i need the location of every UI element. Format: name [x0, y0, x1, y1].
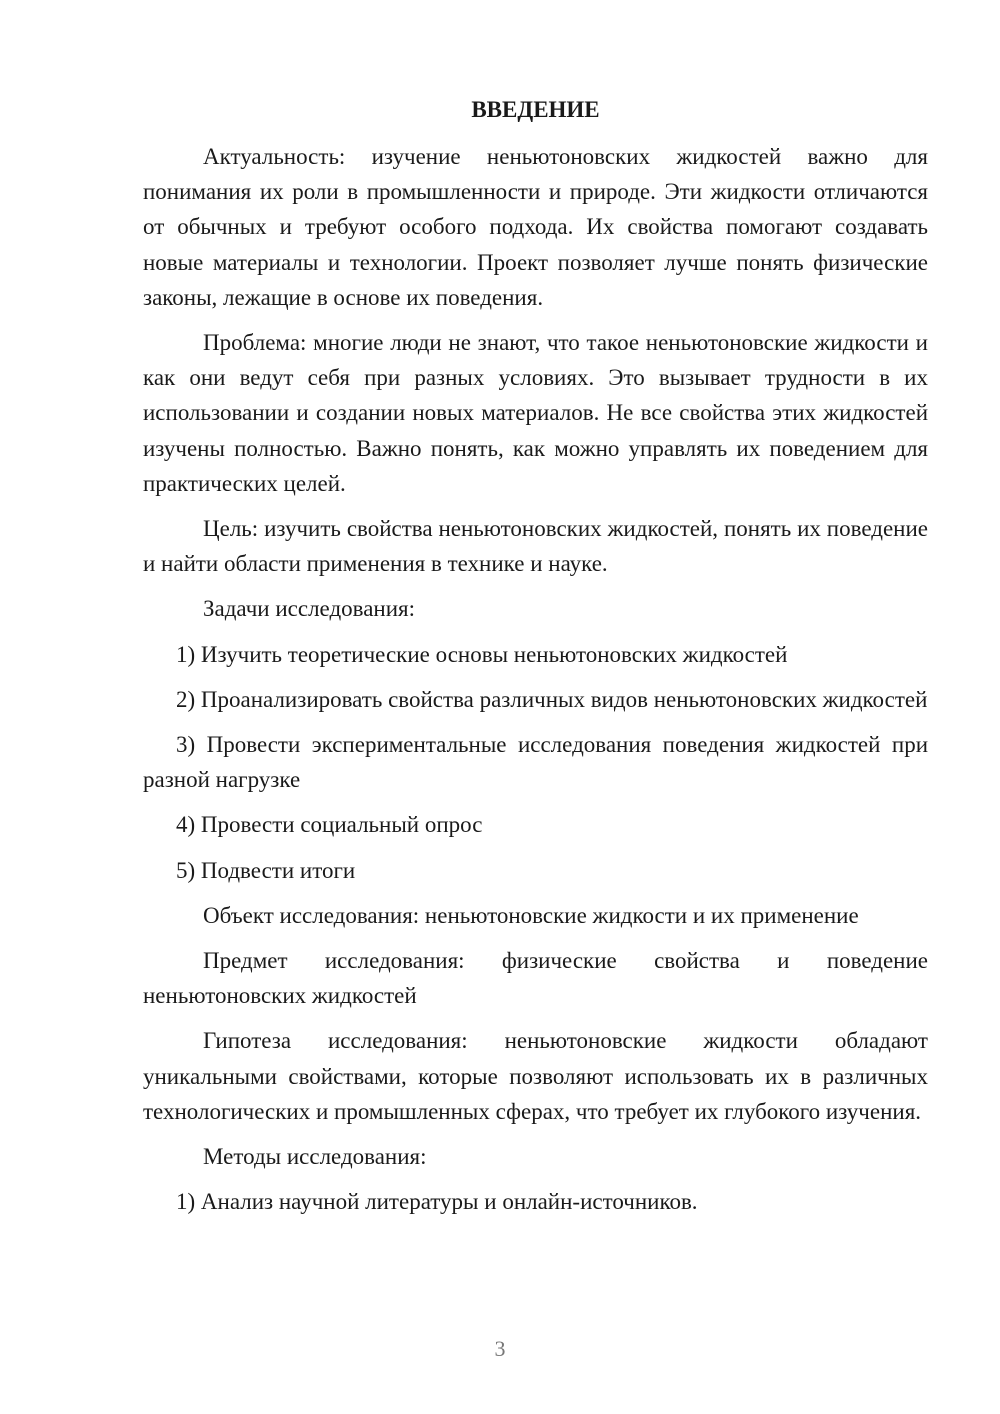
- paragraph-problem: Проблема: многие люди не знают, что такое неньютоновские жидкости и как они ведут себя при разных условиях. Это вызывает трудности в их использовании и создании новых материалов. Не все свойства этих жидкостей изучены полностью. Важно понять, как можно управлять их поведением для практических целей.: [143, 330, 928, 496]
- paragraph-relevance: Актуальность: изучение неньютоновских жидкостей важно для понимания их роли в промышленности и природе. Эти жидкости отличаются от обычных и требуют особого подхода. Их свойства помогают создавать новые материалы и технологии. Проект позволяет лучше понять физические законы, лежащие в основе их поведения.: [143, 144, 928, 310]
- task-item-5: 5) Подвести итоги: [176, 857, 356, 883]
- paragraph-hypothesis: Гипотеза исследования: неньютоновские жидкости обладают уникальными свойствами, которые позволяют использовать их в различных технологических и промышленных сферах, что требует их глубокого изучения.: [143, 1028, 928, 1124]
- task-item-4: 4) Провести социальный опрос: [176, 812, 483, 838]
- paragraph-subject: Предмет исследования: физические свойства и поведение неньютоновских жидкостей: [143, 948, 928, 1009]
- page-content: [143, 94, 928, 1219]
- paragraph-object: Объект исследования: неньютоновские жидкости и их применение: [203, 902, 859, 928]
- task-item-1: 1) Изучить теоретические основы неньютоновских жидкостей: [176, 641, 788, 667]
- page-number: 3: [494, 1336, 506, 1361]
- section-title: ВВЕДЕНИЕ: [471, 97, 600, 122]
- method-item-1: 1) Анализ научной литературы и онлайн-источников.: [176, 1189, 698, 1215]
- task-item-2: 2) Проанализировать свойства различных видов неньютоновских жидкостей: [176, 686, 928, 712]
- paragraph-goal: Цель: изучить свойства неньютоновских жидкостей, понять их поведение и найти области применения в технике и науке.: [143, 516, 928, 577]
- paragraph-methods-heading: Методы исследования:: [203, 1144, 427, 1170]
- task-item-3: 3) Провести экспериментальные исследования поведения жидкостей при разной нагрузке: [143, 732, 928, 793]
- paragraph-tasks-heading: Задачи исследования:: [203, 596, 416, 622]
